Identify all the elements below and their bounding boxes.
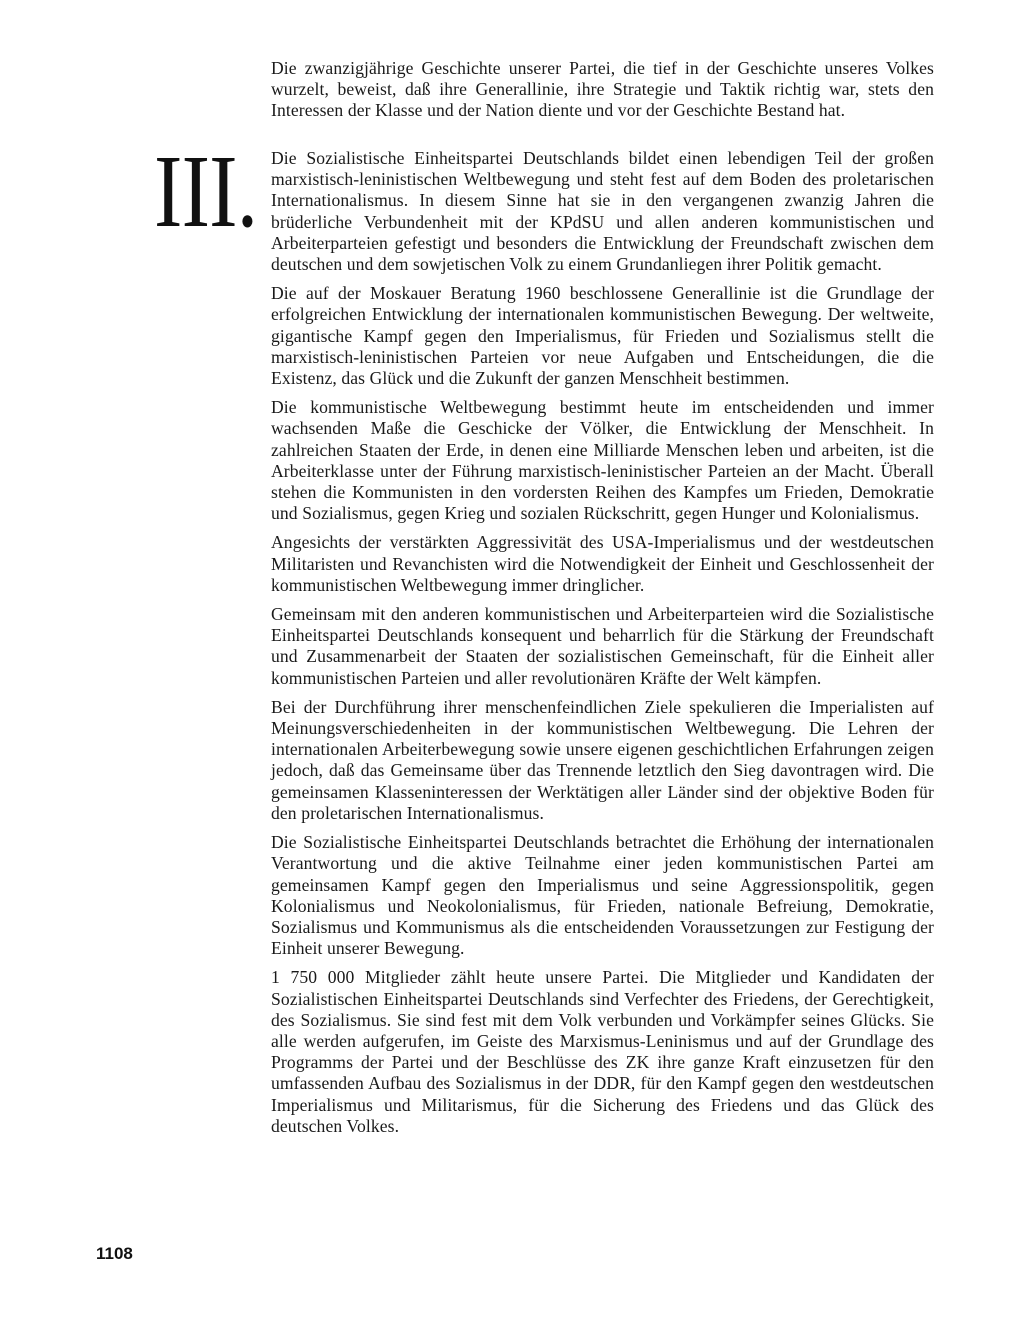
paragraph-6: Bei der Durchführung ihrer menschenfeindlichen Ziele spekulieren die Imperialisten auf Meinungsverschiedenheiten in der kommunistischen Weltbewegung. Die Lehren der internationalen Arbeiterbewegung sowie unsere eigenen geschichtlichen Erfahrungen zeigen jedoch, daß das Gemeinsame über das Trennende letztlich den Sieg davontragen wird. Die gemeinsamen Klasseninteressen der Werktätigen aller Länder sind der objektive Boden für den proletarischen Internationalismus. [271,696,934,823]
intro-paragraph: Die zwanzigjährige Geschichte unserer Partei, die tief in der Geschichte unseres Volkes wurzelt, beweist, daß ihre Generallinie, ihre Strategie und Taktik richtig war, stets den Interessen der Klasse und der Nation diente und vor der Geschichte Bestand hat. [271,57,934,120]
section-body [271,148,934,1145]
paragraph-7: Die Sozialistische Einheitspartei Deutschlands betrachtet die Erhöhung der internationalen Verantwortung und die aktive Teilnahme einer jeden kommunistischen Partei am gemeinsamen Kampf gegen den Imperialismus und seine Aggressionspolitik, gegen Kolonialismus und Neokolonialismus, für Frieden, nationale Befreiung, Demokratie, Sozialismus und Kommunismus als die entscheidenden Voraussetzungen zur Festigung der Einheit unserer Bewegung. [271,832,934,959]
paragraph-5: Gemeinsam mit den anderen kommunistischen und Arbeiterparteien wird die Sozialistische Einheitspartei Deutschlands konsequent und beharrlich für die Stärkung der Freundschaft und Zusammenarbeit der Staaten der sozialistischen Gemeinschaft, für die Einheit aller kommunistischen Parteien und aller revolutionären Kräfte der Welt kämpfen. [271,604,934,688]
section-numeral: III. [154,134,258,249]
paragraph-3: Die kommunistische Weltbewegung bestimmt heute im entscheidenden und immer wachsenden Maße die Geschicke der Völker, die Entwicklung der Menschheit. In zahlreichen Staaten der Erde, in denen eine Milliarde Menschen leben und arbeiten, ist die Arbeiterklasse unter der Führung marxistisch-leninistischer Parteien an der Macht. Überall stehen die Kommunisten in den vordersten Reihen des Kampfes um Frieden, Demokratie und Sozialismus, gegen Krieg und sozialen Rückschritt, gegen Hunger und Kolonialismus. [271,397,934,524]
paragraph-8: 1 750 000 Mitglieder zählt heute unsere Partei. Die Mitglieder und Kandidaten der Sozialistischen Einheitspartei Deutschlands sind Verfechter des Friedens, der Gerechtigkeit, des Sozialismus. Sie sind fest mit dem Volk verbunden und Vorkämpfer seines Glücks. Sie alle werden aufgerufen, im Geiste des Marxismus-Leninismus und auf der Grundlage des Programms der Partei und der Beschlüsse des ZK ihre ganze Kraft einzusetzen für den umfassenden Aufbau des Sozialismus in der DDR, für den Kampf gegen den westdeutschen Imperialismus und Militarismus, für die Sicherung des Friedens und das Glück des deutschen Volkes. [271,967,934,1136]
paragraph-4: Angesichts der verstärkten Aggressivität des USA-Imperialismus und der westdeutschen Militaristen und Revanchisten wird die Notwendigkeit der Einheit und Geschlossenheit der kommunistischen Weltbewegung immer dringlicher. [271,532,934,595]
page-number: 1108 [96,1244,133,1263]
paragraph-2: Die auf der Moskauer Beratung 1960 beschlossene Generallinie ist die Grundlage der erfolgreichen Entwicklung der internationalen kommunistischen Bewegung. Der weltweite, gigantische Kampf gegen den Imperialismus, für Frieden und Sozialismus stellt die marxistisch-leninistischen Parteien vor neue Aufgaben und Entscheidungen, die die Existenz, das Glück und die Zukunft der ganzen Menschheit bestimmen. [271,283,934,389]
paragraph-1: Die Sozialistische Einheitspartei Deutschlands bildet einen lebendigen Teil der großen marxistisch-leninistischen Weltbewegung und steht fest auf dem Boden des proletarischen Internationalismus. In diesem Sinne hat sie in den vergangenen zwanzig Jahren die brüderliche Verbundenheit mit der KPdSU und allen anderen kommunistischen und Arbeiterparteien gefestigt und besonders die Entwicklung der Freundschaft zwischen dem deutschen und dem sowjetischen Volk zu einem Grundanliegen ihrer Politik gemacht. [271,148,934,275]
